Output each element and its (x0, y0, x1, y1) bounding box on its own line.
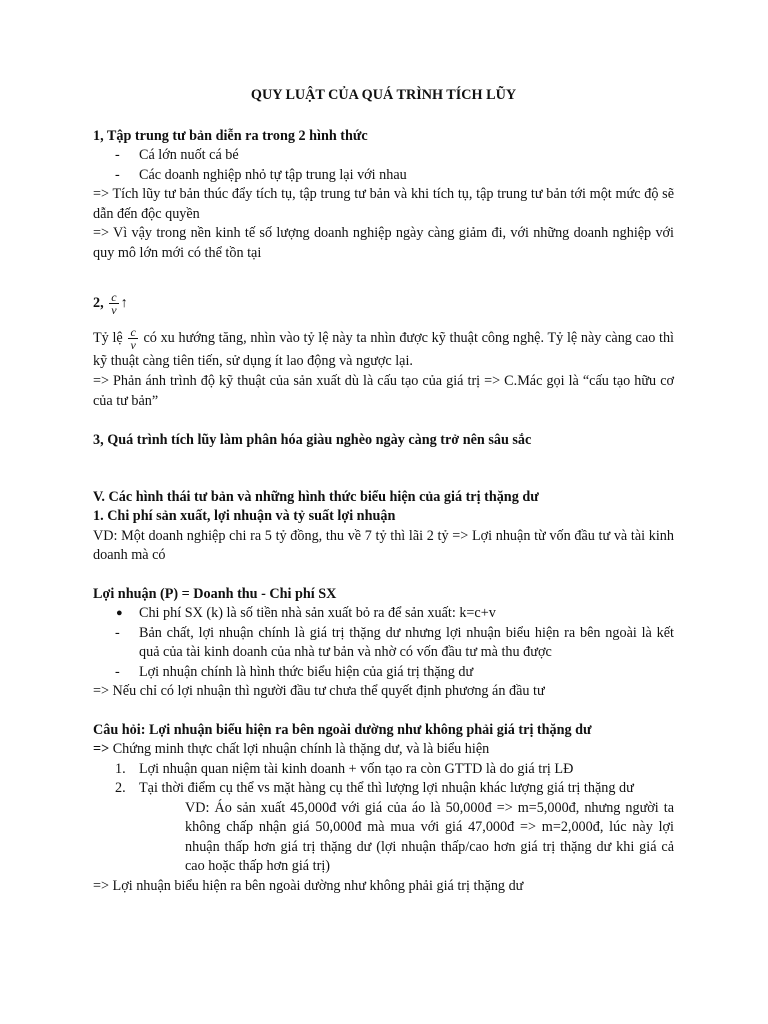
paragraph: VD: Một doanh nghiệp chi ra 5 tỷ đồng, thu về 7 tỷ thì lãi 2 tỷ => Lợi nhuận từ vốn đầu tư và tài kinh doanh mà có (93, 527, 674, 563)
list-item: - Bản chất, lợi nhuận chính là giá trị thặng dư nhưng lợi nhuận biểu hiện ra bên ngoài là kết quả của tài kinh doanh của nhà tư bản và nhờ có vốn đầu tư mà thu được (115, 624, 674, 660)
subsection-heading: 1. Chi phí sản xuất, lợi nhuận và tỷ suất lợi nhuận (93, 508, 396, 524)
section-3-heading: 3, Quá trình tích lũy làm phân hóa giàu nghèo ngày càng trở nên sâu sắc (93, 432, 532, 448)
paragraph: Tỷ lệ $\frac{c}{v}$ có xu hướng tăng, nhìn vào tỷ lệ này ta nhìn được kỹ thuật công nghệ. Tỷ lệ này càng cao thì kỹ thuật càng tiên tiến, sử dụng ít lao động và ngược lại. (93, 325, 674, 369)
list-item: 1. Lợi nhuận quan niệm tài kinh doanh + vốn tạo ra còn GTTD là do giá trị LĐ (115, 760, 574, 777)
paragraph: => Nếu chỉ có lợi nhuận thì người đầu tư chưa thể quyết định phương án đầu tư (93, 683, 545, 699)
fraction-c-over-v: $\frac{c}{v}$ (130, 325, 136, 352)
question-heading: Câu hỏi: Lợi nhuận biểu hiện ra bên ngoài dường như không phải giá trị thặng dư (93, 721, 592, 738)
paragraph: => Lợi nhuận biểu hiện ra bên ngoài dường như không phải giá trị thặng dư (93, 877, 524, 894)
list-item: ● Chi phí SX (k) là số tiền nhà sản xuất bỏ ra để sản xuất: k=c+v (93, 604, 674, 624)
formula: Lợi nhuận (P) = Doanh thu - Chi phí SX (93, 585, 337, 602)
section-v-heading: V. Các hình thái tư bản và những hình thức biểu hiện của giá trị thặng dư (93, 488, 539, 505)
list-item: 2. Tại thời điểm cụ thể vs mặt hàng cụ thể thì lượng lợi nhuận khác lượng giá trị thặng dư (115, 780, 634, 796)
section-2-heading: 2, $\frac{c}{v}$ ↑ (93, 290, 128, 317)
list-item: - Cá lớn nuốt cá bé (115, 147, 239, 163)
list-item: - Lợi nhuận chính là hình thức biểu hiện của giá trị thặng dư (115, 663, 474, 680)
list-item: - Các doanh nghiệp nhỏ tự tập trung lại với nhau (115, 166, 407, 183)
document-body (93, 86, 674, 896)
fraction-c-over-v: $\frac{c}{v}$ (111, 290, 117, 317)
up-arrow-icon: ↑ (120, 294, 128, 311)
paragraph: => Vì vậy trong nền kinh tế số lượng doanh nghiệp ngày càng giảm đi, với những doanh nghiệp với quy mô lớn mới có thể tồn tại (93, 225, 674, 261)
example-paragraph: VD: Áo sản xuất 45,000đ với giá của áo là 50,000đ => m=5,000đ, nhưng người ta không chấp nhận giá 50,000đ mà mua với giá 47,000đ => m=2,000đ, lúc này lợi nhuận thấp hơn giá trị thặng dư (lợi nhuận thấp/cao hơn giá trị thặng dư khi giá cả cao hoặc thấp hơn giá trị) (185, 799, 674, 874)
bullet-icon: ● (116, 607, 123, 619)
paragraph: => Phản ánh trình độ kỹ thuật của sản xuất dù là cấu tạo của giá trị => C.Mác gọi là “cấu tạo hữu cơ của tư bản” (93, 373, 674, 409)
paragraph: => Chứng minh thực chất lợi nhuận chính là thặng dư, và là biểu hiện (93, 741, 490, 757)
page-title: QUY LUẬT CỦA QUÁ TRÌNH TÍCH LŨY (250, 87, 517, 103)
section-1-heading: 1, Tập trung tư bản diễn ra trong 2 hình thức (93, 127, 368, 144)
paragraph: => Tích lũy tư bản thúc đẩy tích tụ, tập trung tư bản và khi tích tụ, tập trung tư bản tới một mức độ sẽ dẫn đến độc quyền (93, 186, 674, 222)
